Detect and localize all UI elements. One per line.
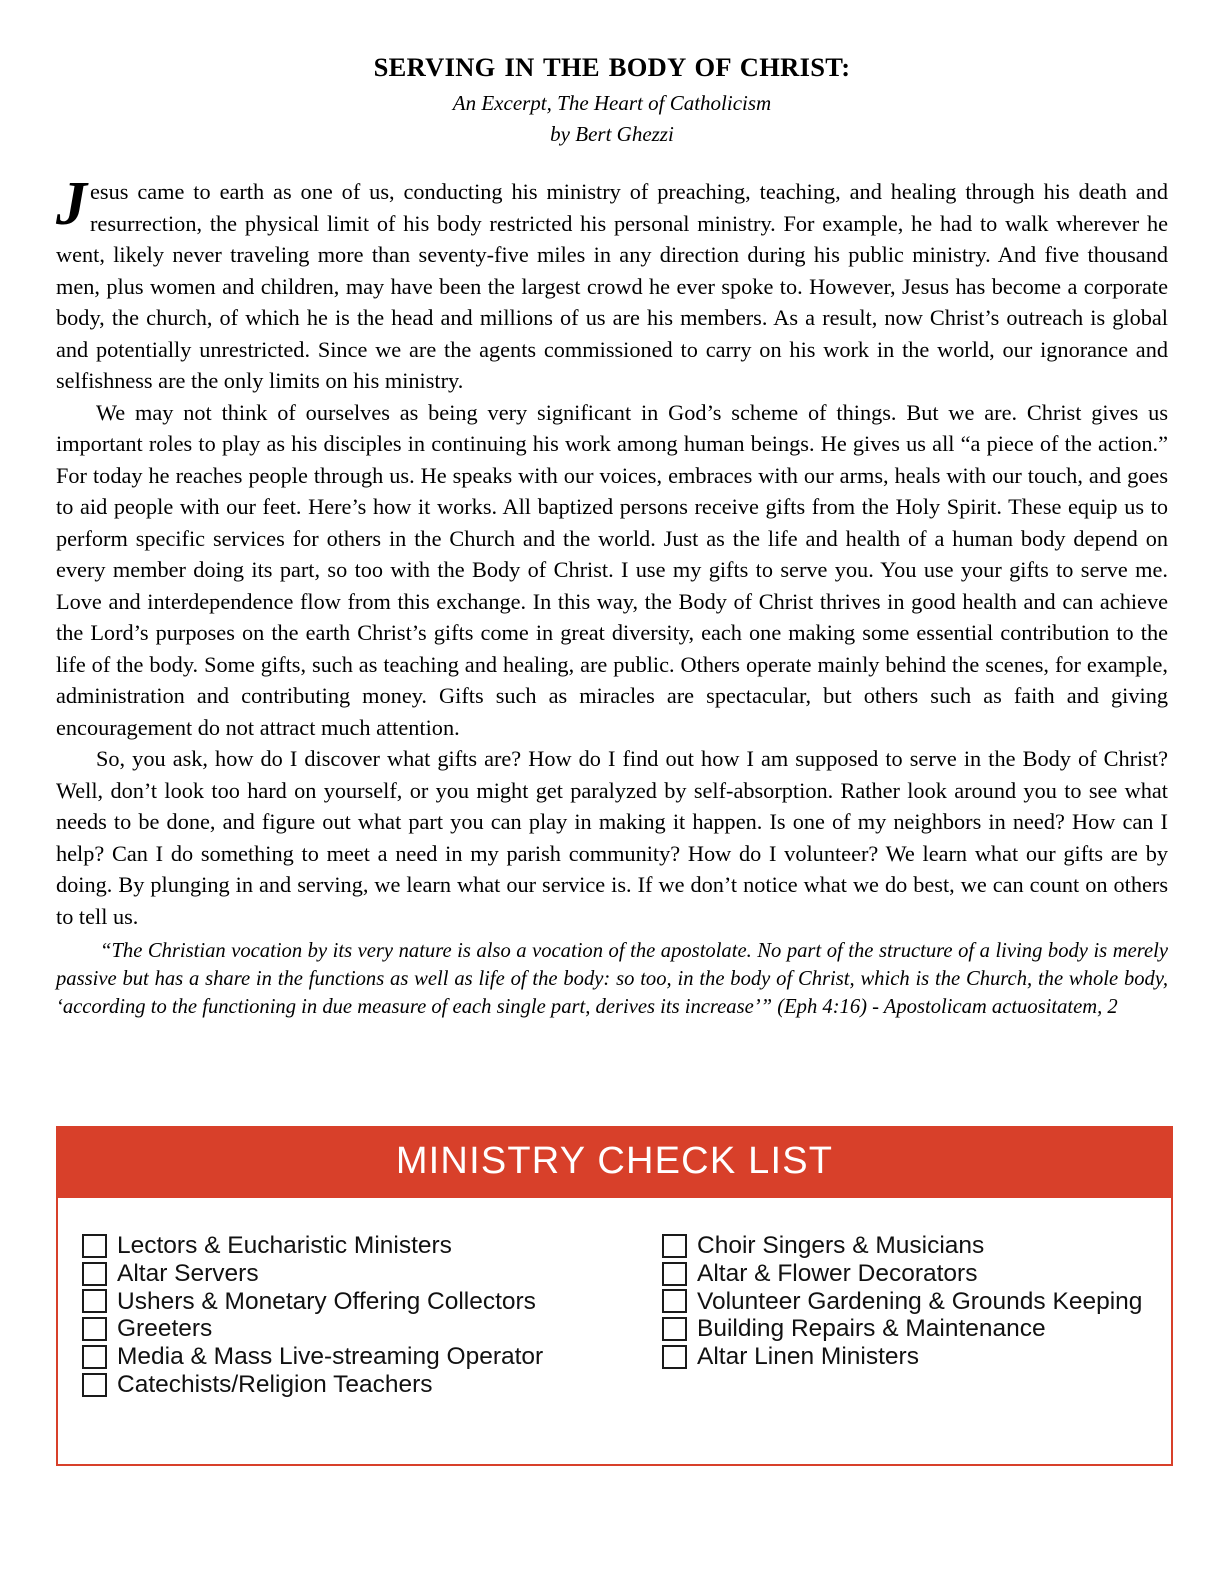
checkbox-icon[interactable]	[82, 1373, 107, 1397]
checklist-banner-title: MINISTRY CHECK LIST	[56, 1126, 1173, 1198]
checklist-column-right	[662, 1232, 1142, 1420]
list-item[interactable]	[662, 1343, 1142, 1371]
checklist-box	[56, 1198, 1173, 1466]
page-title: SERVING IN THE BODY OF CHRIST:	[373, 52, 851, 82]
checklist-item-label: Volunteer Gardening & Grounds Keeping	[697, 1287, 1143, 1315]
checklist-item-label: Catechists/Religion Teachers	[117, 1370, 433, 1398]
list-item[interactable]	[662, 1288, 1142, 1316]
checkbox-icon[interactable]	[82, 1289, 107, 1313]
document-byline: by Bert Ghezzi	[550, 121, 674, 146]
checkbox-icon[interactable]	[662, 1345, 687, 1369]
checklist-item-label: Altar & Flower Decorators	[697, 1259, 978, 1287]
list-item[interactable]	[82, 1288, 662, 1316]
checkbox-icon[interactable]	[662, 1234, 687, 1258]
checklist-item-label: Altar Linen Ministers	[697, 1343, 919, 1371]
list-item[interactable]	[82, 1371, 662, 1399]
paragraph-1-text: esus came to earth as one of us, conducting his ministry of preaching, teaching, and healing through his death and resurrection, the physical limit of his body restricted his personal ministry. For example, he had to walk wherever he went, likely never traveling more than seventy-five miles in any direction during his public ministry. And five thousand men, plus women and children, may have been the largest crowd he ever spoke to. However, Jesus has become a corporate body, the church, of which he is the head and millions of us are his members. As a result, now Christ’s outreach is global and potentially unrestricted. Since we are the agents commissioned to carry on his work in the world, our ignorance and selfishness are the only limits on his ministry.	[56, 179, 1168, 394]
paragraph-3: So, you ask, how do I discover what gifts are? How do I find out how I am supposed to serve in the Body of Christ? Well, don’t look too hard on yourself, or you might get paralyzed by self-absorption. Rather look around you to see what needs to be done, and figure out what part you can play in making it happen. Is one of my neighbors in need? How can I help? Can I do something to meet a need in my parish community? How do I volunteer? We learn what our gifts are by doing. By plunging in and serving, we learn what our service is. If we don’t notice what we do best, we can count on others to tell us.	[56, 746, 1168, 929]
checklist-item-label: Lectors & Eucharistic Ministers	[117, 1232, 452, 1259]
checkbox-icon[interactable]	[82, 1262, 107, 1286]
list-item[interactable]	[82, 1232, 662, 1260]
checkbox-icon[interactable]	[662, 1262, 687, 1286]
paragraph-2: We may not think of ourselves as being very significant in God’s scheme of things. But we are. Christ gives us important roles to play as his disciples in continuing his work among human beings. He gives us all “a piece of the action.” For today he reaches people through us. He speaks with our voices, embraces with our arms, heals with our touch, and goes to aid people with our feet. Here’s how it works. All baptized persons receive gifts from the Holy Spirit. These equip us to perform specific services for others in the Church and the world. Just as the life and health of a human body depend on every member doing its part, so too with the Body of Christ. I use my gifts to serve you. You use your gifts to serve me. Love and interdependence flow from this exchange. In this way, the Body of Christ thrives in good health and can achieve the Lord’s purposes on the earth Christ’s gifts come in great diversity, each one making some essential contribution to the life of the body. Some gifts, such as teaching and healing, are public. Others operate mainly behind the scenes, for example, administration and contributing money. Gifts such as miracles are spectacular, but others such as faith and giving encouragement do not attract much attention.	[56, 399, 1168, 740]
article-body	[56, 170, 1168, 1021]
checkbox-icon[interactable]	[82, 1234, 107, 1258]
pull-quote: “The Christian vocation by its very nature is also a vocation of the apostolate. No part of the structure of a living body is merely passive but has a share in the functions as well as life of the body: so too, in the body of Christ, which is the Church, the whole body, ‘according to the functioning in due measure of each single part, derives its increase’” (Eph 4:16) - Apostolicam actuositatem, 2	[56, 940, 1168, 1019]
checklist-item-label: Altar Servers	[117, 1259, 259, 1287]
document-subtitle: An Excerpt, The Heart of Catholicism	[452, 91, 772, 116]
checkbox-icon[interactable]	[662, 1289, 687, 1313]
list-item[interactable]	[662, 1232, 1142, 1260]
checklist-item-label: Greeters	[117, 1315, 213, 1343]
list-item[interactable]	[82, 1260, 662, 1288]
drop-cap: J	[56, 170, 87, 239]
ministry-checklist	[56, 1126, 1173, 1466]
checkbox-icon[interactable]	[662, 1317, 687, 1341]
list-item[interactable]	[82, 1315, 662, 1343]
checkbox-icon[interactable]	[82, 1345, 107, 1369]
paragraph-1	[56, 170, 1168, 397]
checklist-column-left	[82, 1232, 662, 1420]
checklist-item-label: Media & Mass Live-streaming Operator	[117, 1343, 544, 1371]
checklist-item-label: Building Repairs & Maintenance	[697, 1315, 1046, 1343]
checklist-item-label: Ushers & Monetary Offering Collectors	[117, 1287, 536, 1315]
list-item[interactable]	[82, 1343, 662, 1371]
checkbox-icon[interactable]	[82, 1317, 107, 1341]
list-item[interactable]	[662, 1315, 1142, 1343]
document-header	[0, 0, 1224, 148]
list-item[interactable]	[662, 1260, 1142, 1288]
checklist-item-label: Choir Singers & Musicians	[697, 1232, 985, 1259]
